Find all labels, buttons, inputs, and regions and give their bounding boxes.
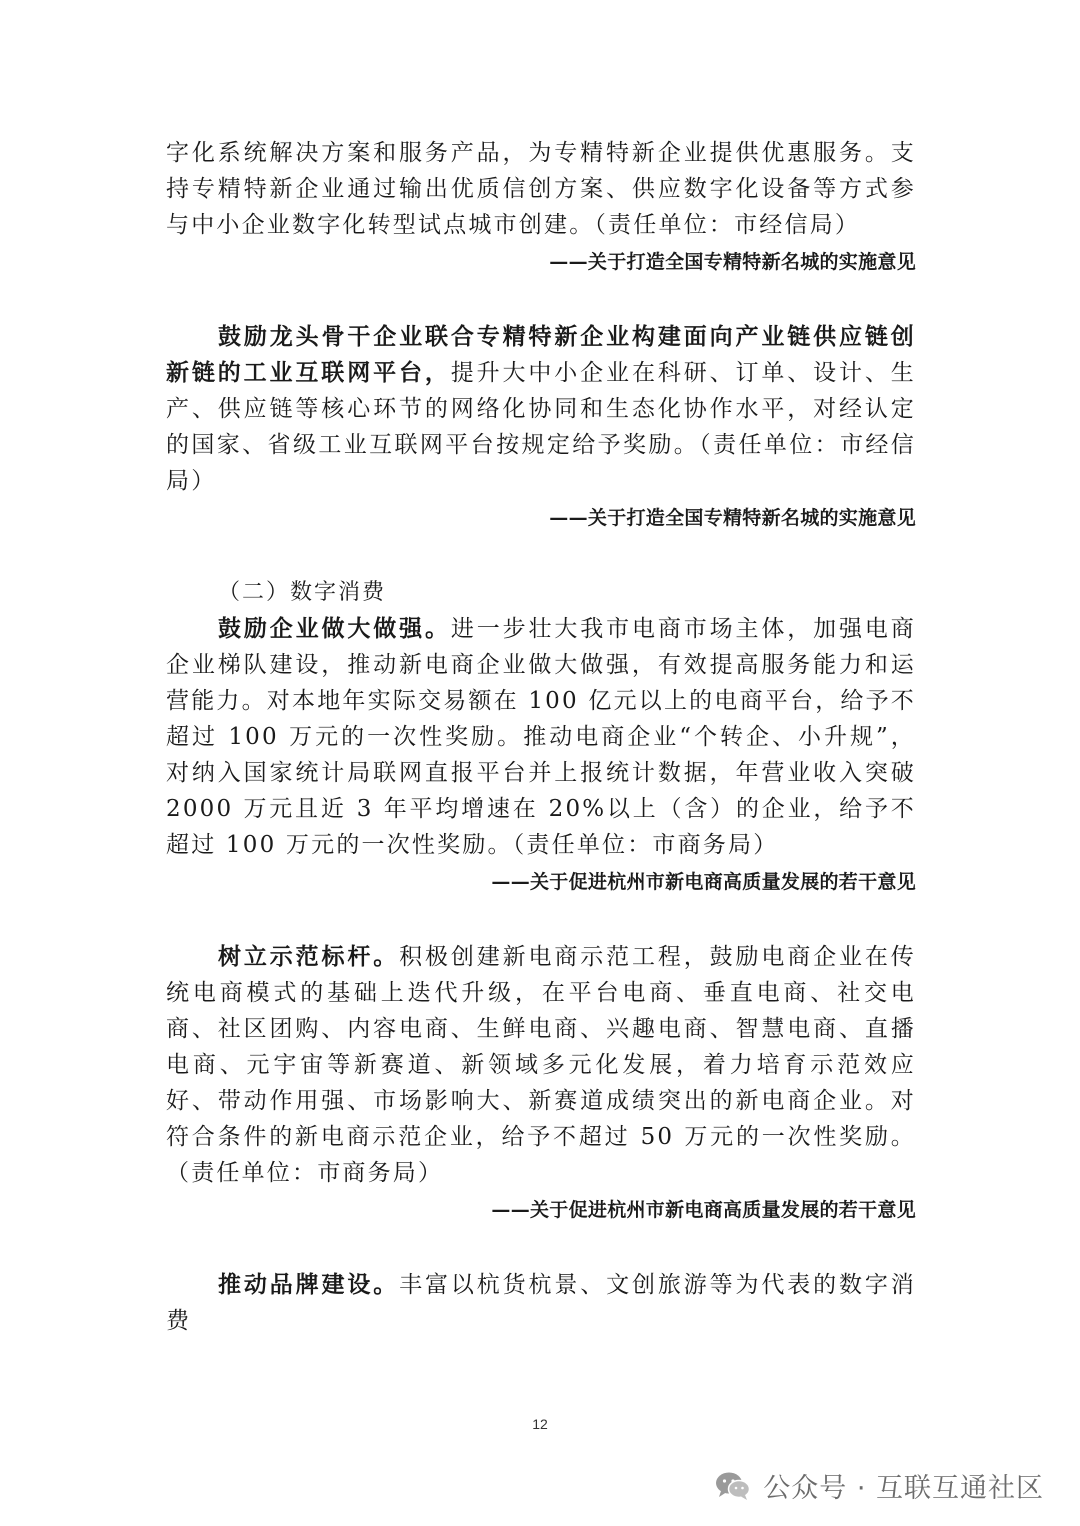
paragraph-4-text: 积极创建新电商示范工程，鼓励电商企业在传统电商模式的基础上迭代升级，在平台电商、垂直电商、社交电商、社区团购、内容电商、生鲜电商、兴趣电商、智慧电商、直播电商、元宇宙等新赛道、新领域多元化发展，着力培育示范效应好、带动作用强、市场影响大、新赛道成绩突出的新电商企业。对符合条件的新电商示范企业，给予不超过 50 万元的一次性奖励。（责任单位：市商务局） — [166, 944, 916, 1186]
watermark — [715, 1466, 1044, 1505]
page-content — [166, 135, 916, 1339]
paragraph-1 — [166, 135, 916, 243]
paragraph-1-text: 字化系统解决方案和服务产品，为专精特新企业提供优惠服务。支持专精特新企业通过输出优质信创方案、供应数字化设备等方式参与中小企业数字化转型试点城市创建。（责任单位：市经信局） — [166, 140, 916, 238]
wechat-icon — [715, 1471, 751, 1501]
paragraph-4-lead: 树立示范标杆。 — [218, 943, 400, 970]
paragraph-2-text: 提升大中小企业在科研、订单、设计、生产、供应链等核心环节的网络化协同和生态化协作水平，对经认定的国家、省级工业互联网平台按规定给予奖励。（责任单位：市经信局） — [166, 360, 916, 494]
page-number: 12 — [532, 1416, 548, 1432]
paragraph-2-lead: 鼓励龙头骨干企业联合专精特新企业构建面向产业链供应链创新链的工业互联网平台， — [166, 323, 916, 386]
spacer — [166, 277, 916, 319]
paragraph-5-text: 丰富以杭货杭景、文创旅游等为代表的数字消费 — [166, 1272, 916, 1334]
paragraph-3-source: ——关于促进杭州市新电商高质量发展的若干意见 — [491, 871, 916, 893]
paragraph-5-lead: 推动品牌建设。 — [218, 1271, 400, 1298]
paragraph-1-source: ——关于打造全国专精特新名城的实施意见 — [549, 251, 916, 273]
paragraph-3-lead: 鼓励企业做大做强。 — [218, 615, 451, 642]
paragraph-2 — [166, 319, 916, 499]
spacer — [166, 533, 916, 575]
paragraph-3 — [166, 611, 916, 863]
spacer — [166, 897, 916, 939]
paragraph-5 — [166, 1267, 916, 1339]
spacer — [166, 1225, 916, 1267]
paragraph-4 — [166, 939, 916, 1191]
watermark-text: 公众号 · 互联互通社区 — [763, 1473, 1044, 1504]
paragraph-3-text: 进一步壮大我市电商市场主体，加强电商企业梯队建设，推动新电商企业做大做强，有效提高服务能力和运营能力。对本地年实际交易额在 100 亿元以上的电商平台，给予不超过 100 万元的一次性奖励。推动电商企业“个转企、小升规”，对纳入国家统计局联网直报平台并上报统计数据，年营业收入突破 2000 万元且近 3 年平均增速在 20%以上（含）的企业，给予不超过 100 万元的一次性奖励。（责任单位：市商务局） — [166, 616, 916, 858]
section-heading: （二）数字消费 — [218, 580, 387, 605]
paragraph-2-source: ——关于打造全国专精特新名城的实施意见 — [549, 507, 916, 529]
paragraph-4-source: ——关于促进杭州市新电商高质量发展的若干意见 — [491, 1199, 916, 1221]
